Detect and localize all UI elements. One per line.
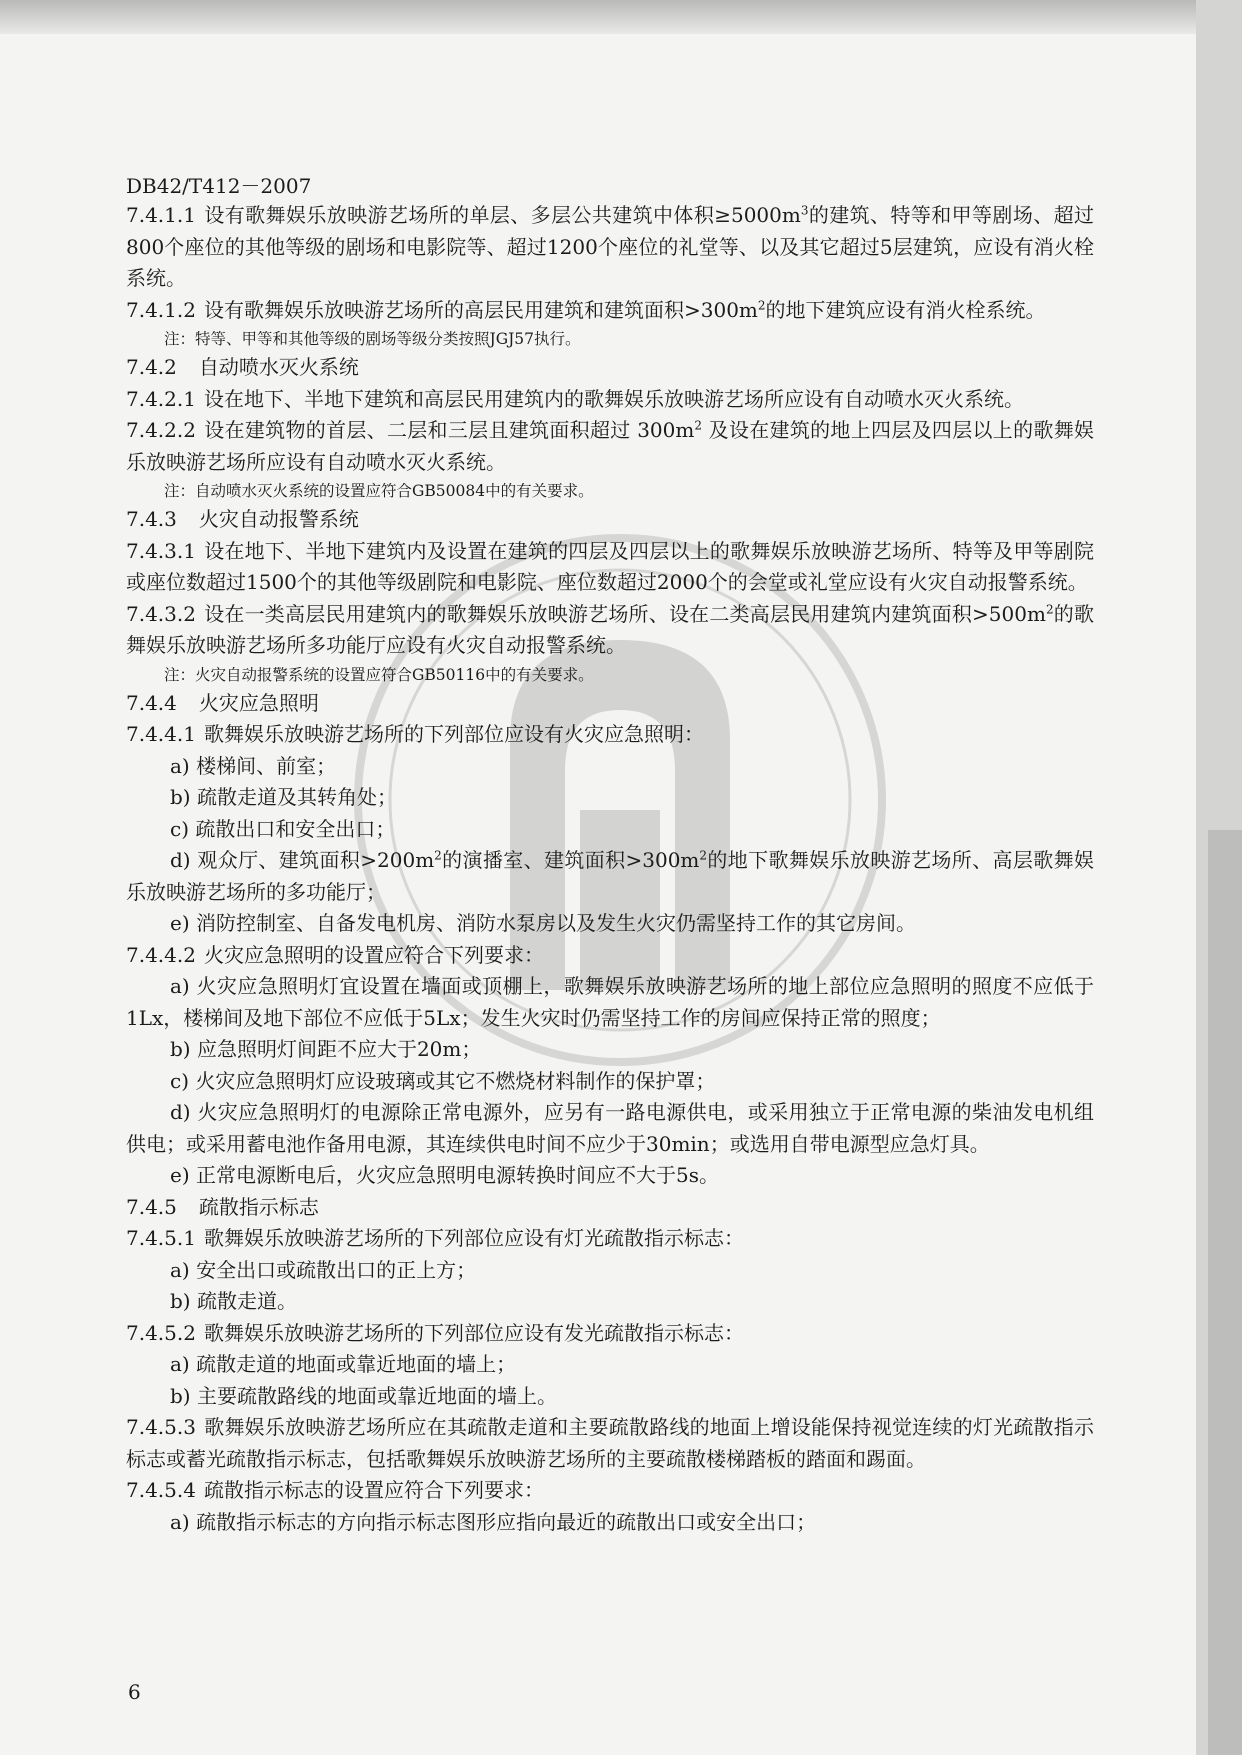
list-item: d) 火灾应急照明灯的电源除正常电源外，应另有一路电源供电，或采用独立于正常电源的柴油发电机组供电；或采用蓄电池作备用电源，其连续供电时间不应少于30min；或选用自带电源型应急灯具。 <box>126 1100 1094 1156</box>
clause-number: 7.4.2 <box>126 355 177 379</box>
clause-number: 7.4.3.1 <box>126 538 196 563</box>
document-body <box>126 200 1094 1538</box>
clause-text: 设在地下、半地下建筑和高层民用建筑内的歌舞娱乐放映游艺场所应设有自动喷水灭火系统。 <box>203 386 1024 411</box>
list-item: a) 疏散指示标志的方向指示标志图形应指向最近的疏散出口或安全出口； <box>170 1509 817 1534</box>
document-code: DB42/T412－2007 <box>126 174 312 198</box>
clause-paragraph <box>126 1475 1094 1507</box>
list-item: b) 应急照明灯间距不应大于20m； <box>170 1037 482 1061</box>
section-heading <box>126 352 1094 384</box>
clause-text: 歌舞娱乐放映游艺场所应在其疏散走道和主要疏散路线的地面上增设能保持视觉连续的灯光疏散指示标志或蓄光疏散指示标志，包括歌舞娱乐放映游艺场所的主要疏散楼梯踏板的踏面和踢面。 <box>126 1415 1094 1471</box>
list-item: a) 火灾应急照明灯宜设置在墙面或顶棚上，歌舞娱乐放映游艺场所的地上部位应急照明的照度不应低于1Lx，楼梯间及地下部位不应低于5Lx；发生火灾时仍需坚持工作的房间应保持正常的照度； <box>126 974 1094 1030</box>
clause-number: 7.4.1.2 <box>126 297 196 322</box>
clause-number: 7.4.4.2 <box>126 942 196 967</box>
clause-paragraph <box>126 200 1094 295</box>
clause-number: 7.4.2.2 <box>126 418 196 442</box>
note-text: 注：自动喷水灭火系统的设置应符合GB50084中的有关要求。 <box>164 482 594 500</box>
clause-number: 7.4.5 <box>126 1194 177 1219</box>
clause-text: 火灾应急照明的设置应符合下列要求： <box>203 942 544 967</box>
scan-right-edge-shadow <box>1208 830 1242 1755</box>
clause-paragraph <box>126 940 1094 972</box>
clause-number: 7.4.5.3 <box>126 1415 196 1439</box>
list-item: e) 消防控制室、自备发电机房、消防水泵房以及发生火灾仍需坚持工作的其它房间。 <box>170 911 916 935</box>
list-item: c) 疏散出口和安全出口； <box>170 816 396 841</box>
clause-paragraph <box>126 536 1094 599</box>
clause-paragraph <box>126 295 1094 327</box>
list-item: a) 楼梯间、前室； <box>170 753 337 778</box>
page-number: 6 <box>128 1680 141 1704</box>
clause-text: 疏散指示标志的设置应符合下列要求： <box>203 1478 544 1502</box>
list-item: d) 观众厅、建筑面积$>200m^2$的演播室、建筑面积$>300m^2$的地下歌舞娱乐放映游艺场所、高层歌舞娱乐放映游艺场所的多功能厅； <box>126 848 1095 904</box>
clause-text: 设有歌舞娱乐放映游艺场所的单层、多层公共建筑中体积$\ge 5000m^3$的建筑、特等和甲等剧场、超过800个座位的其他等级的剧场和电影院等、超过1200个座位的礼堂等、以及其它超过5层建筑，应设有消火栓系统。 <box>126 203 1094 290</box>
clause-text: 歌舞娱乐放映游艺场所的下列部位应设有发光疏散指示标志： <box>203 1320 744 1345</box>
list-item: b) 疏散走道。 <box>170 1289 297 1313</box>
clause-text: 设在地下、半地下建筑内及设置在建筑的四层及四层以上的歌舞娱乐放映游艺场所、特等及甲等剧院或座位数超过1500个的其他等级剧院和电影院、座位数超过2000个的会堂或礼堂应设有火灾自动报警系统。 <box>126 538 1094 594</box>
list-item: c) 火灾应急照明灯应设玻璃或其它不燃烧材料制作的保护罩； <box>170 1068 716 1093</box>
clause-number: 7.4.4.1 <box>126 722 196 746</box>
list-item: e) 正常电源断电后，火灾应急照明电源转换时间应不大于5s。 <box>170 1163 719 1187</box>
clause-text: 设在建筑物的首层、二层和三层且建筑面积超过 $300m^2$ 及设在建筑的地上四层及四层以上的歌舞娱乐放映游艺场所应设有自动喷水灭火系统。 <box>126 418 1095 474</box>
note-text: 注：特等、甲等和其他等级的剧场等级分类按照JGJ57执行。 <box>164 330 581 348</box>
clause-text: 歌舞娱乐放映游艺场所的下列部位应设有火灾应急照明： <box>203 722 704 746</box>
clause-paragraph <box>126 719 1094 751</box>
clause-paragraph <box>126 384 1094 416</box>
clause-text: 自动喷水灭火系统 <box>198 355 359 379</box>
clause-number: 7.4.3 <box>126 507 177 531</box>
section-heading <box>126 504 1094 536</box>
clause-number: 7.4.5.1 <box>126 1226 196 1250</box>
clause-number: 7.4.5.2 <box>126 1320 196 1345</box>
clause-text: 疏散指示标志 <box>198 1194 319 1219</box>
list-item: b) 主要疏散路线的地面或靠近地面的墙上。 <box>170 1383 557 1408</box>
section-heading <box>126 1192 1094 1224</box>
clause-paragraph <box>126 1223 1094 1255</box>
clause-text: 火灾自动报警系统 <box>198 507 359 531</box>
note-text: 注：火灾自动报警系统的设置应符合GB50116中的有关要求。 <box>164 665 594 684</box>
clause-text: 歌舞娱乐放映游艺场所的下列部位应设有灯光疏散指示标志： <box>203 1226 744 1250</box>
list-item: a) 安全出口或疏散出口的正上方； <box>170 1257 477 1282</box>
clause-number: 7.4.5.4 <box>126 1478 196 1502</box>
list-item: a) 疏散走道的地面或靠近地面的墙上； <box>170 1352 517 1376</box>
clause-text: 设在一类高层民用建筑内的歌舞娱乐放映游艺场所、设在二类高层民用建筑内建筑面积$>500m^2$的歌舞娱乐放映游艺场所多功能厅应设有火灾自动报警系统。 <box>126 601 1094 657</box>
clause-paragraph <box>126 1318 1094 1350</box>
clause-number: 7.4.1.1 <box>126 203 196 227</box>
list-item: b) 疏散走道及其转角处； <box>170 785 397 809</box>
clause-text: 火灾应急照明 <box>198 690 319 715</box>
clause-paragraph <box>126 1412 1094 1475</box>
clause-number: 7.4.2.1 <box>126 386 196 411</box>
scan-top-shadow <box>0 0 1196 34</box>
clause-paragraph <box>126 415 1094 478</box>
clause-number: 7.4.3.2 <box>126 601 196 626</box>
clause-paragraph <box>126 599 1094 662</box>
section-heading <box>126 688 1094 720</box>
clause-text: 设有歌舞娱乐放映游艺场所的高层民用建筑和建筑面积$>300m^2$的地下建筑应设有消火栓系统。 <box>203 297 1046 322</box>
clause-number: 7.4.4 <box>126 690 177 715</box>
